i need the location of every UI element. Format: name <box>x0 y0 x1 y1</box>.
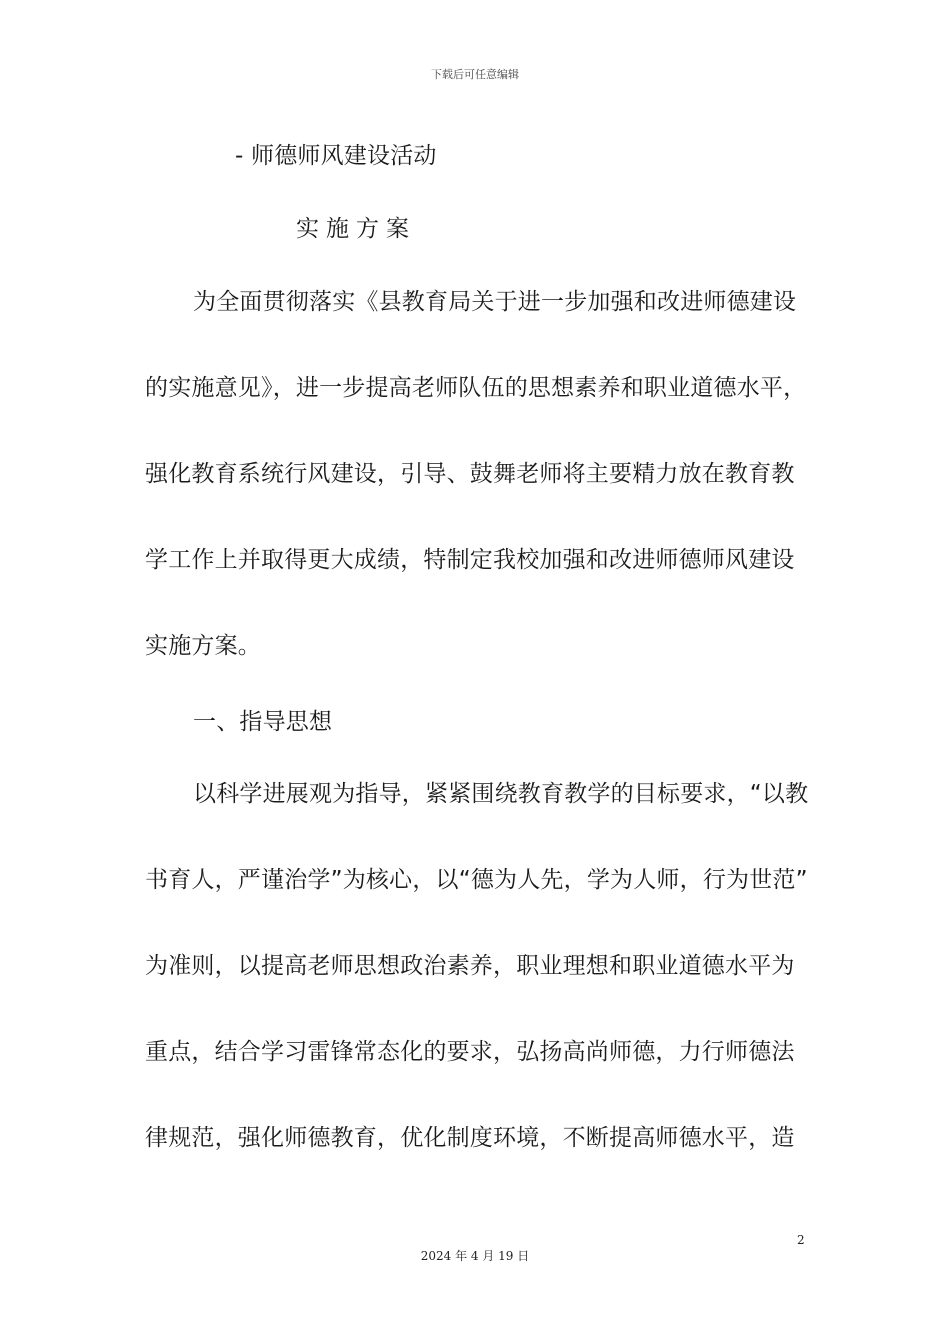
paragraph-line: 重点，结合学习雷锋常态化的要求，弘扬高尚师德，力行师德法 <box>145 1039 795 1065</box>
paragraph-line: 学工作上并取得更大成绩，特制定我校加强和改进师德师风建设 <box>145 547 795 573</box>
footer-date: 2024 年 4 月 19 日 <box>420 1249 530 1263</box>
paragraph-line: 为准则，以提高老师思想政治素养，职业理想和职业道德水平为 <box>145 953 795 979</box>
paragraph-line: 实施方案。 <box>145 633 261 659</box>
paragraph-line: 的实施意见》，进一步提高老师队伍的思想素养和职业道德水平， <box>145 375 807 401</box>
paragraph-line: 以科学进展观为指导，紧紧围绕教育教学的目标要求，“以教 <box>193 781 809 807</box>
paragraph-line: 强化教育系统行风建设，引导、鼓舞老师将主要精力放在教育教 <box>145 461 795 487</box>
paragraph-line: 为全面贯彻落实《县教育局关于进一步加强和改进师德建设 <box>193 289 797 315</box>
paragraph-line: 律规范，强化师德教育，优化制度环境，不断提高师德水平，造 <box>145 1125 795 1151</box>
document-subtitle: 实施方案 <box>296 216 416 242</box>
paragraph-line: 书育人，严谨治学”为核心，以“德为人先，学为人师，行为世范” <box>145 867 808 893</box>
page-header-note: 下载后可任意编辑 <box>431 68 519 81</box>
document-title: - 师德师风建设活动 <box>235 143 437 169</box>
page-number: 2 <box>797 1233 805 1247</box>
section-heading: 一、指导思想 <box>193 709 333 735</box>
